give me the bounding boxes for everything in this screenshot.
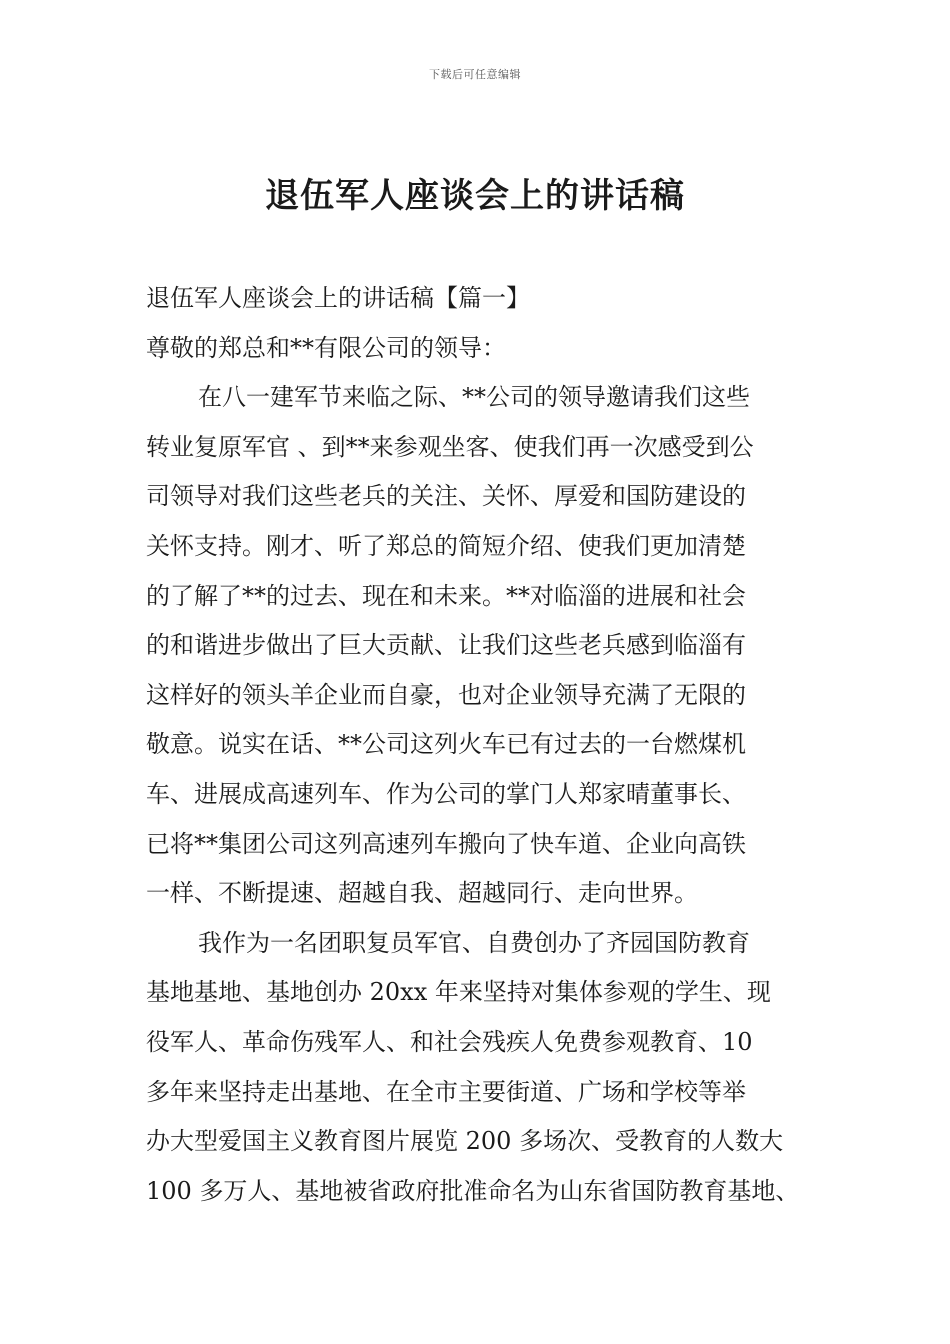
paragraph-line: 一样、不断提速、超越自我、超越同行、走向世界。 [146,879,698,908]
header-note: 下载后可任意编辑 [429,68,521,81]
section-heading: 退伍军人座谈会上的讲话稿【篇一】 [146,284,530,312]
paragraph-line: 100 多万人、基地被省政府批准命名为山东省国防教育基地、 [146,1176,800,1205]
paragraph-line: 转业复原军官 、到**来参观坐客、使我们再一次感受到公 [146,432,754,461]
paragraph-line: 我作为一名团职复员军官、自费创办了齐园国防教育 [198,928,750,957]
paragraph-line: 敬意。说实在话、**公司这列火车已有过去的一台燃煤机 [146,730,746,759]
paragraph-line: 这样好的领头羊企业而自豪，也对企业领导充满了无限的 [146,680,746,709]
paragraph-1 [146,373,818,919]
document-title: 退伍军人座谈会上的讲话稿 [265,176,685,216]
paragraph-line: 在八一建军节来临之际、**公司的领导邀请我们这些 [198,383,750,412]
paragraph-line: 关怀支持。刚才、听了郑总的简短介绍、使我们更加清楚 [146,531,746,560]
document-body [146,274,818,1216]
paragraph-line: 的和谐进步做出了巨大贡献、让我们这些老兵感到临淄有 [146,631,746,660]
paragraph-line: 多年来坚持走出基地、在全市主要街道、广场和学校等举 [146,1077,746,1106]
paragraph-line: 已将**集团公司这列高速列车搬向了快车道、企业向高铁 [146,829,746,858]
paragraph-line: 役军人、革命伤残军人、和社会残疾人免费参观教育、10 [146,1027,753,1056]
paragraph-line: 司领导对我们这些老兵的关注、关怀、厚爱和国防建设的 [146,482,746,511]
paragraph-line: 车、进展成高速列车、作为公司的掌门人郑家晴董事长、 [146,779,746,808]
salutation: 尊敬的郑总和**有限公司的领导： [146,333,506,362]
paragraph-line: 办大型爱国主义教育图片展览 200 多场次、受教育的人数大 [146,1127,784,1156]
paragraph-2 [146,919,818,1217]
paragraph-line: 基地基地、基地创办 20xx 年来坚持对集体参观的学生、现 [146,978,771,1007]
paragraph-line: 的了解了**的过去、现在和未来。**对临淄的进展和社会 [146,581,746,610]
